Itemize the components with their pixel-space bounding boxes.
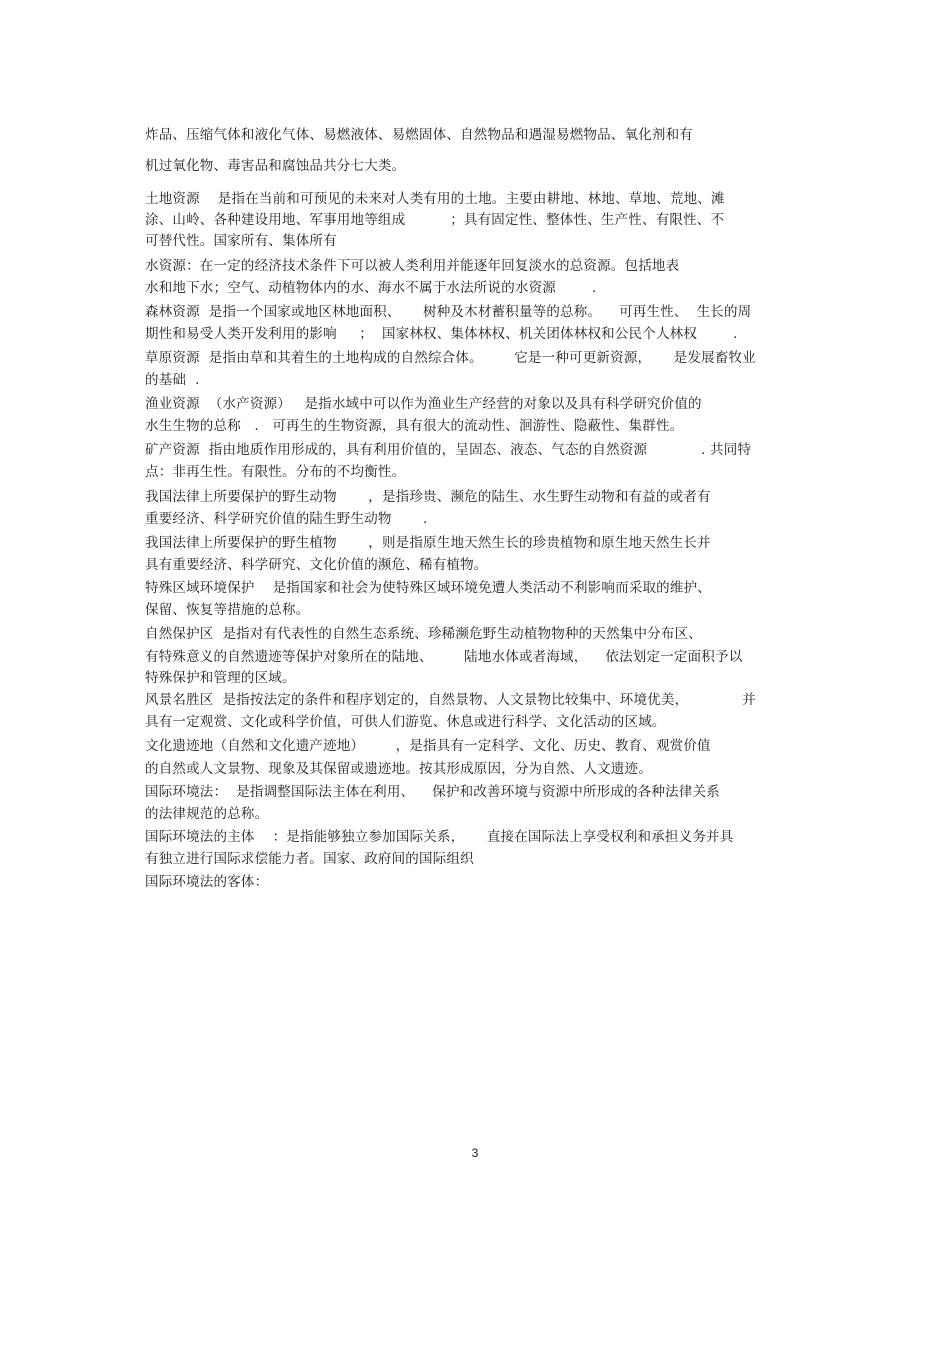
text-line: 有独立进行国际求偿能力者。国家、政府间的国际组织 [145,851,474,867]
text-line: 文化遗迹地（自然和文化遗产迹地） ，是指具有一定科学、文化、历史、教育、观赏价值 [145,738,711,754]
text-line: 水和地下水；空气、动植物体内的水、海水不属于水法所说的水资源 . [145,280,597,296]
text-line: 风景名胜区 是指按法定的条件和程序划定的，自然景物、人文景物比较集中、环境优美， 并 [145,692,756,708]
text-line: 具有一定观赏、文化或科学价值，可供人们游览、休息或进行科学、文化活动的区域。 [145,714,666,730]
text-line: 我国法律上所要保护的野生动物 ，是指珍贵、濒危的陆生、水生野生动物和有益的或者有 [145,489,711,505]
text-line: 涂、山岭、各种建设用地、军事用地等组成 ；具有固定性、整体性、生产性、有限性、不 [145,212,725,228]
text-line: 机过氧化物、毒害品和腐蚀品共分七大类。 [145,158,406,174]
text-line: 可替代性。国家所有、集体所有 [145,233,337,249]
text-line: 的自然或人文景物、现象及其保留或遗迹地。按其形成原因，分为自然、人文遗迹。 [145,761,652,777]
text-line: 期性和易受人类开发利用的影响 ； 国家林权、集体林权、机关团体林权和公民个人林权 . [145,326,738,342]
text-line: 点：非再生性。有限性。分布的不均衡性。 [145,464,406,480]
text-line: 水生生物的总称 . 可再生的生物资源，具有很大的流动性、洄游性、隐蔽性、集群性。 [145,418,684,434]
text-line: 国际环境法的主体 ：是指能够独立参加国际关系， 直接在国际法上享受权利和承担义务并具 [145,829,734,845]
text-line: 特殊区域环境保护 是指国家和社会为使特殊区域环境免遭人类活动不利影响而采取的维护、 [145,580,711,596]
text-line: 自然保护区 是指对有代表性的自然生态系统、珍稀濒危野生动植物物种的天然集中分布区、 [145,626,702,642]
text-line: 国际环境法的客体： [145,874,269,890]
text-line: 我国法律上所要保护的野生植物 ，则是指原生地天然生长的珍贵植物和原生地天然生长并 [145,535,711,551]
text-line: 炸品、压缩气体和液化气体、易燃液体、易燃固体、自然物品和遇湿易燃物品、氧化剂和有 [145,127,693,143]
text-line: 有特殊意义的自然遗迹等保护对象所在的陆地、 陆地水体或者海域， 依法划定一定面积予以 [145,649,743,665]
text-line: 渔业资源 （水产资源） 是指水域中可以作为渔业生产经营的对象以及具有科学研究价值的 [145,396,702,412]
text-line: 的法律规范的总称。 [145,806,269,822]
page-number: 3 [471,1146,479,1160]
text-line: 重要经济、科学研究价值的陆生野生动物 . [145,511,428,527]
text-line: 森林资源 是指一个国家或地区林地面积、 树种及木材蓄积量等的总称。 可再生性、 生长的周 [145,304,752,320]
text-line: 矿产资源 指由地质作用形成的，具有利用价值的，呈固态、液态、气态的自然资源 . 共同特 [145,442,752,458]
text-line: 特殊保护和管理的区域。 [145,670,296,686]
text-line: 具有重要经济、科学研究、文化价值的濒危、稀有植物。 [145,557,488,573]
text-line: 草原资源 是指由草和其着生的土地构成的自然综合体。 它是一种可更新资源， 是发展畜牧业 [145,350,756,366]
text-line: 的基础 . [145,372,200,388]
text-line: 保留、恢复等措施的总称。 [145,602,310,618]
text-line: 土地资源 是指在当前和可预见的未来对人类有用的土地。主要由耕地、林地、草地、荒地、滩 [145,191,725,207]
text-line: 国际环境法： 是指调整国际法主体在利用、 保护和改善环境与资源中所形成的各种法律关系 [145,784,720,800]
text-line: 水资源：在一定的经济技术条件下可以被人类利用并能逐年回复淡水的总资源。包括地表 [145,258,680,274]
